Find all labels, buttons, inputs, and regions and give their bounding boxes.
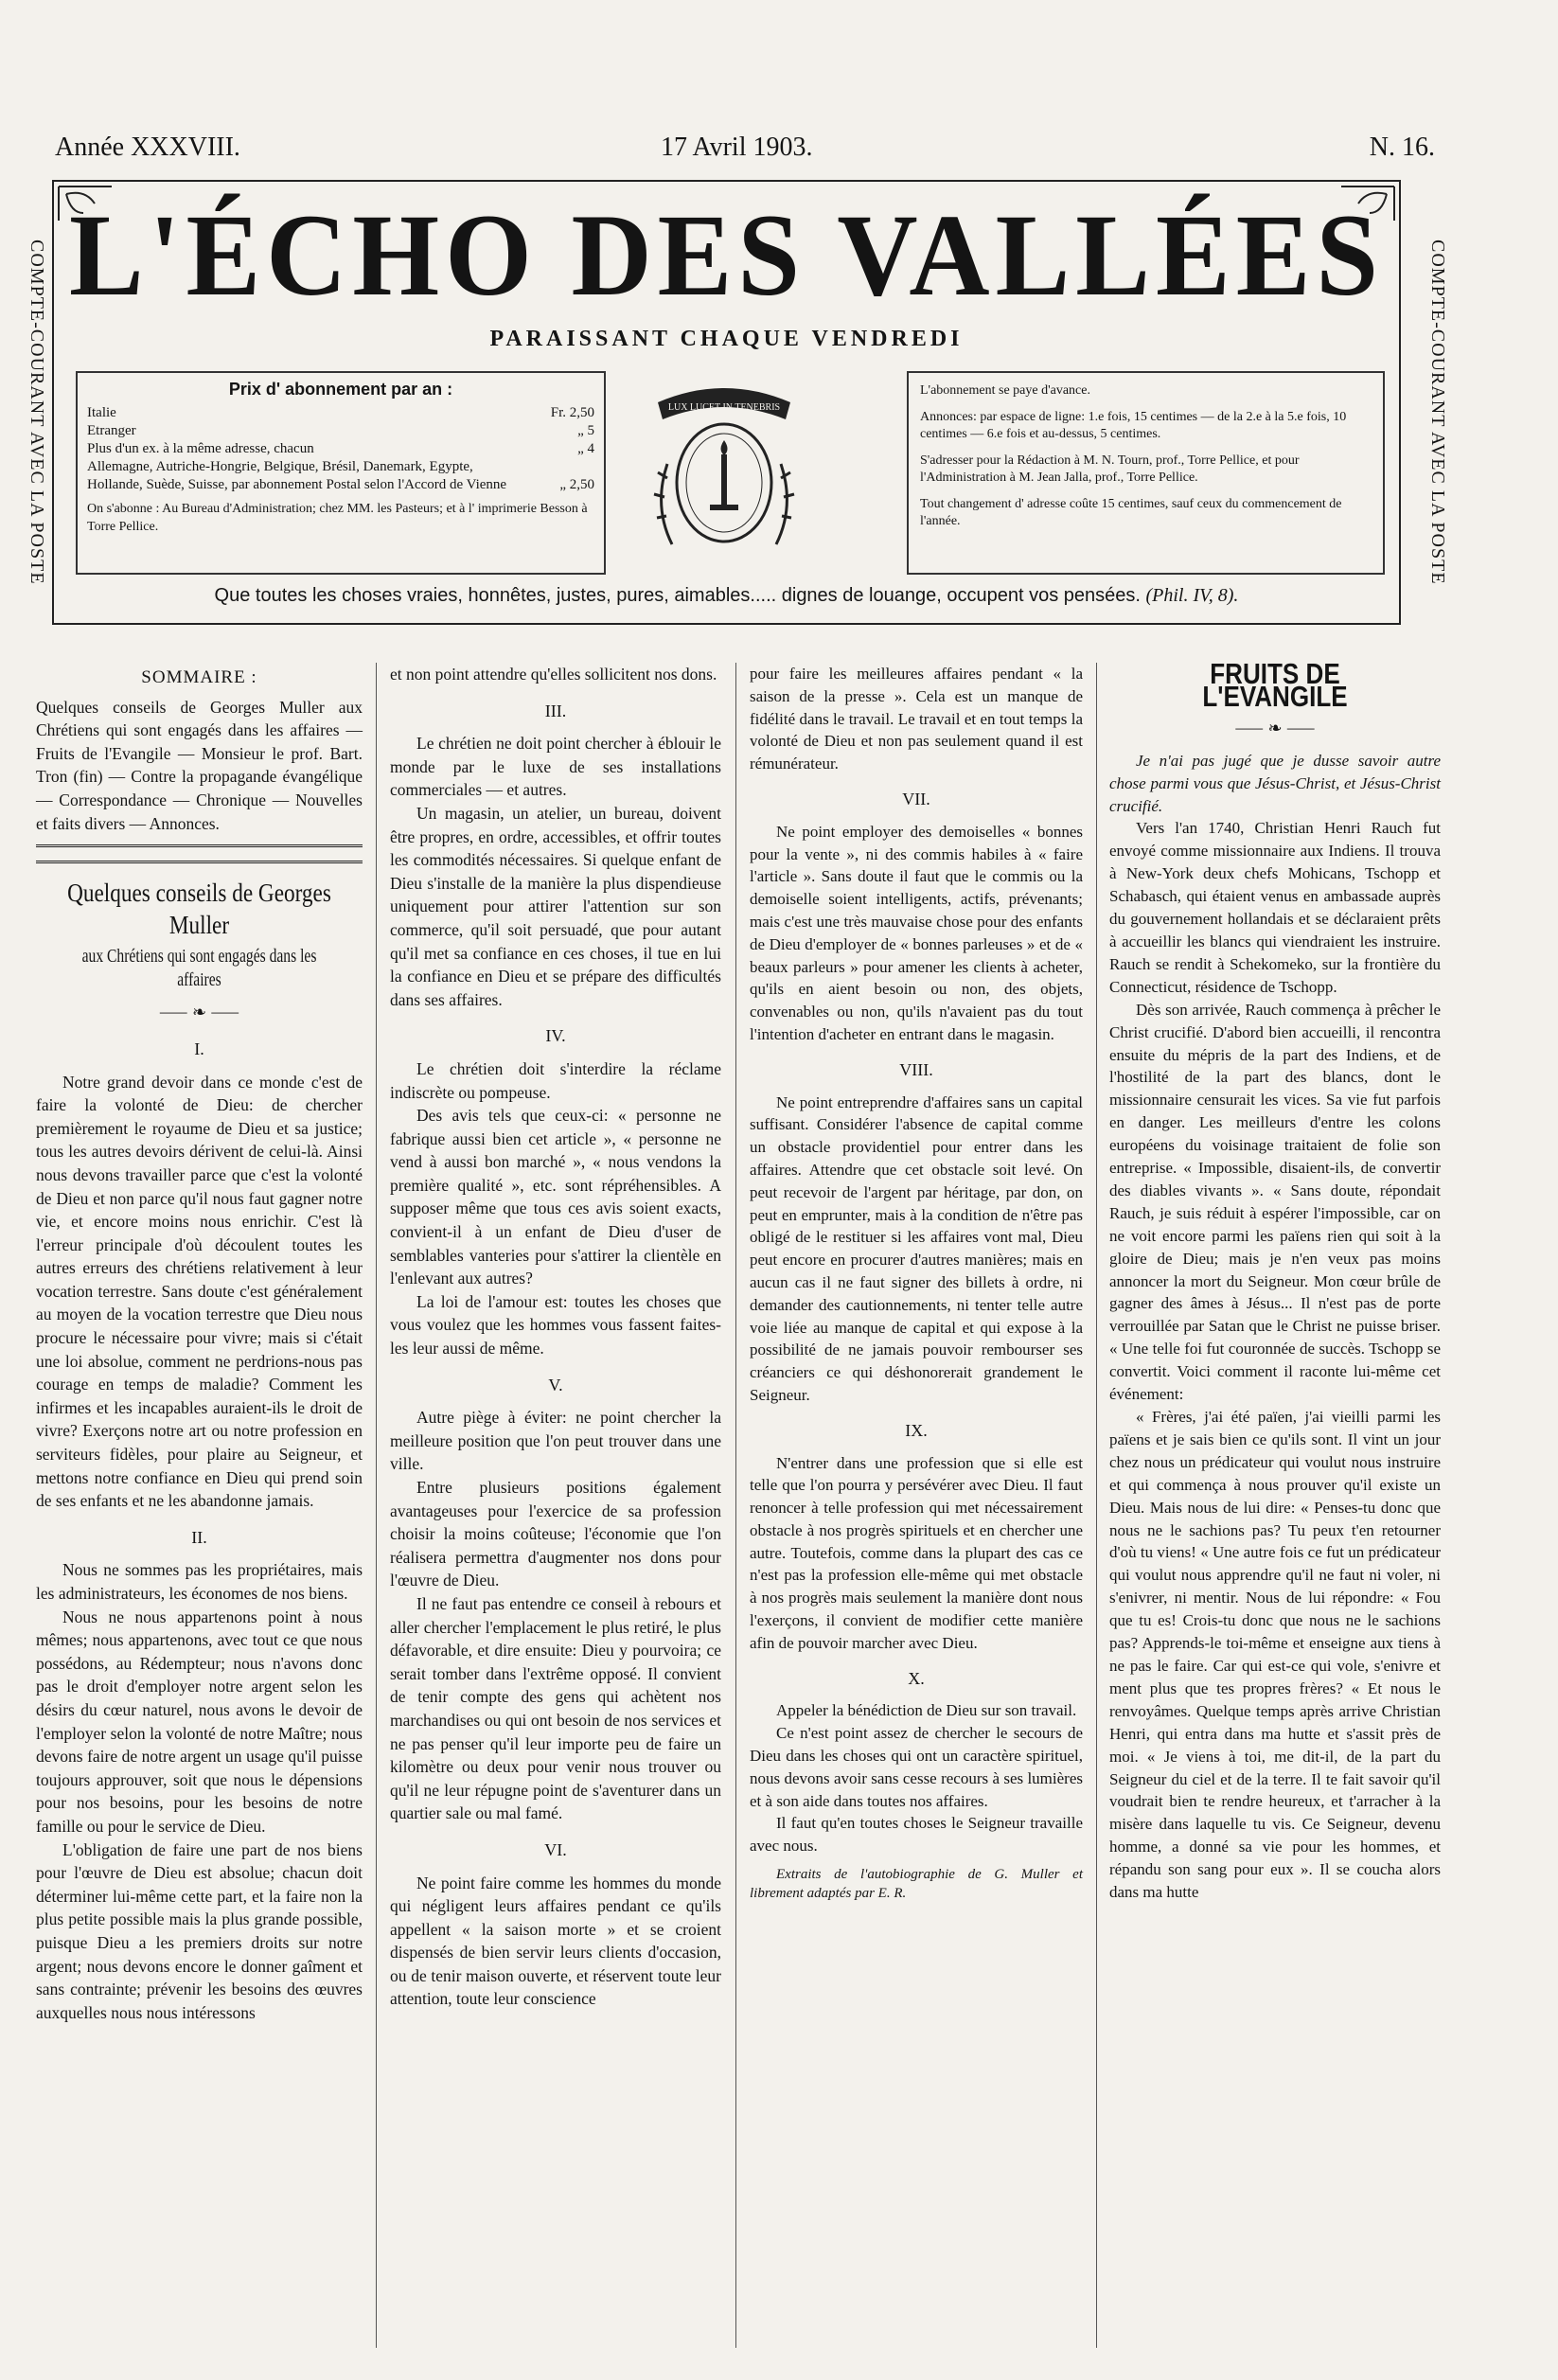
info-annonces: Annonces: par espace de ligne: 1.e fois, 15 centimes — de la 2.e à la 5.e fois, 10 centimes — 6.e fois et au-dessus, 5 centimes. [920, 410, 1347, 441]
paragraph: Notre grand devoir dans ce monde c'est de faire la volonté de Dieu: de chercher premièrement le royaume de Dieu et sa justice; tous les autres devoirs dérivent de celui-là. Ainsi nous devons travailler parce que c'est la volonté de Dieu et non parce qu'il nous faut gagner notre vie, et encore moins nous enrichir. C'est là l'erreur principale d'où découlent toutes les autres erreurs des chrétiens relativement à leur vocation terrestre. Sans doute c'est généralement au moyen de la vocation terrestre que Dieu nous procure le nécessaire pour vivre; mais si c'était une loi absolue, comment ne perdrions-nous pas courage en temps de maladie? Comment les infirmes et les incapables auraient-ils le droit de vivre? Exerçons notre art ou notre profession en serviteurs fidèles, pour plaire au Seigneur, et mettons notre confiance en Dieu qui prend soin de ses enfants et ne les abandonne jamais. [36, 1072, 363, 1511]
paragraph: Nous ne sommes pas les propriétaires, mais les administrateurs, les économes de nos biens. [36, 1560, 363, 1603]
candlestick-emblem-icon [644, 374, 805, 573]
paragraph: Le chrétien doit s'interdire la réclame indiscrète ou pompeuse. [390, 1058, 721, 1102]
paragraph: Dès son arrivée, Rauch commença à prêcher le Christ crucifié. D'abord bien accueilli, il rencontra ensuite du mépris de la part des Indiens, et de l'hostilité de la part des blancs, dont le missionnaire censurait les vices. Sa vie fut parfois en danger. Les meilleurs d'entre les colons européens du voisinage traitaient de folie son entreprise. « Impossible, disaient-ils, de convertir des diables vivants ». « Sans doute, répondait Rauch, je suis réduit à espérer l'impossible, car on ne voit encore parmi les païens rien qui soit à la gloire de Dieu; mais je n'en veux pas moins annoncer la mort du Seigneur. Mon cœur brûle de gagner des âmes à Jésus... Il n'est pas de porte verrouillée par Satan que le Christ ne puisse briser. « Une telle foi fut couronnée de succès. Tschopp se convertit. Voici comment il raconte lui-même cet événement: [1109, 1000, 1441, 1404]
motto-text: Que toutes les choses vraies, honnêtes, justes, pures, aimables..... dignes de louange, occupent vos pensées. [214, 585, 1141, 606]
newspaper-title: L'ÉCHO DES VALLÉES [68, 189, 1385, 321]
section-number: V. [548, 1375, 563, 1394]
section-number: VI. [544, 1839, 567, 1859]
section-number: II. [191, 1527, 207, 1547]
subscription-prices [76, 371, 606, 575]
subscribe-note: On s'abonne : Au Bureau d'Administration; chez MM. les Pasteurs; et à l' imprimerie Besson à Torre Pellice. [87, 502, 588, 534]
paragraph: Il ne faut pas entendre ce conseil à rebours et aller chercher l'emplacement le plus retiré, le plus défavorable, et dire ensuite: Dieu y pourvoira; ce serait tomber dans l'extrême opposé. Il convient de tenir compte des gens qui achètent nos marchandises ou qui ont besoin de nos services et ne pas penser qu'il leur importe peu de faire un kilomètre ou deux pour venir nous trouver ou qu'il ne leur répugne point de s'aventurer dans un quartier sale ou mal famé. [390, 1593, 721, 1823]
swash-ornament-icon: ⸺ ❧ ⸺ [159, 1003, 239, 1022]
section-number: X. [908, 1668, 925, 1688]
side-text-left: COMPTE-COURANT AVEC LA POSTE [27, 239, 47, 585]
motto [52, 585, 1401, 607]
price-row: Etranger „ 5 [87, 423, 594, 438]
section-number: IV. [545, 1026, 566, 1046]
epigraph: Je n'ai pas jugé que je dusse savoir autre chose parmi vous que Jésus-Christ, et Jésus-Christ crucifié. [1109, 751, 1441, 815]
info-address: S'adresser pour la Rédaction à M. N. Tourn, prof., Torre Pellice, et pour l'Administration à M. Jean Jalla, prof., Torre Pellice. [920, 453, 1300, 485]
article-source: Extraits de l'autobiographie de G. Muller et librement adaptés par E. R. [750, 1867, 1083, 1902]
paragraph: Autre piège à éviter: ne point chercher la meilleure position que l'on peut trouver dans une ville. [390, 1408, 721, 1474]
sommaire-title: SOMMAIRE : [141, 667, 257, 687]
paragraph: Ne point entreprendre d'affaires sans un capital suffisant. Considérer l'absence de capital comme un obstacle providentiel pour entrer dans les affaires. Attendre que cet obstacle soit levé. On peut recevoir de l'argent par héritage, par don, on peut en emprunter, mais à la condition de n'être pas obligé de le restituer si les affaires vont mal, Dieu peut encore en procurer d'autres manières; mais en aucun cas il ne faut signer des billets à ordre, ni demander des cautionnements, ni tenter telle autre voie liée au manque de capital et qui expose à la possibilité de ne jamais pouvoir rembourser ses créanciers ce qui déshonorerait grandement le Seigneur. [750, 1092, 1083, 1404]
paragraph: Nous ne nous appartenons point à nous mêmes; nous appartenons, avec tout ce que nous possédons, au Rédempteur; nous n'avons donc pas le droit d'employer notre argent selon les désirs du cœur naturel, nous avons le devoir de l'employer selon la volonté de notre Maître; nous devons faire de notre argent un usage qu'il puisse toujours approuver, soit que nous le dépensions pour nos besoins, pour les besoins de notre famille ou pour le service de Dieu. [36, 1607, 363, 1836]
paragraph: Le chrétien ne doit point chercher à éblouir le monde par le luxe de ses installations commerciales — et autres. [390, 734, 721, 800]
info-advance: L'abonnement se paye d'avance. [920, 383, 1090, 398]
swash-ornament-icon: ⸺ ❧ ⸺ [1234, 718, 1316, 737]
paragraph: Il faut qu'en toutes choses le Seigneur travaille avec nous. [750, 1814, 1083, 1856]
paragraph: Des avis tels que ceux-ci: « personne ne fabrique aussi bien cet article », « personne ne vend à aussi bon marché », « nous vendons la première qualité », etc. sont répréhensibles. A supposer même que tous ces avis soient exacts, convient-il à un enfant de Dieu d'user de semblables vanteries pour s'attirer la clientèle en l'enlevant aux autres? [390, 1106, 721, 1288]
section-number: IX. [905, 1420, 928, 1440]
section-number: III. [544, 701, 567, 720]
section-number: VII. [902, 789, 930, 808]
column-1 [36, 663, 363, 2024]
side-text-right: COMPTE-COURANT AVEC LA POSTE [1427, 239, 1448, 585]
emblem-motto: LUX LUCET IN TENEBRIS [667, 402, 781, 413]
column-2 [390, 663, 721, 2011]
issue-year: Année XXXVIII. [55, 133, 240, 162]
motto-ref: (Phil. IV, 8). [1145, 585, 1239, 606]
section-number: I. [194, 1039, 204, 1058]
paragraph: N'entrer dans une profession que si elle est telle que l'on pourra y persévérer avec Dieu. Il faut renoncer à telle profession qui met nécessairement obstacle à nos progrès spirituels et en chercher une autre. Toutefois, comme dans la plupart des cas ce n'est pas la profession elle-même qui met obstacle à nos progrès mais seulement la manière dont nous l'exerçons, il convient de modifier cette manière afin de pouvoir marcher avec Dieu. [750, 1453, 1083, 1652]
article-title: Quelques conseils de Georges Muller [67, 879, 331, 940]
price-row: Italie Fr. 2,50 [87, 405, 594, 420]
issue-number: N. 16. [1369, 133, 1435, 162]
paragraph: pour faire les meilleures affaires pendant « la saison de la presse ». Cela est un manque de fidélité dans le travail. Le travail et en tout temps la volonté de Dieu et non pas seulement quand il est rémunérateur. [750, 665, 1083, 773]
paragraph: et non point attendre qu'elles sollicitent nos dons. [390, 665, 717, 684]
paragraph: L'obligation de faire une part de nos biens pour l'œuvre de Dieu est absolue; chacun doit déterminer lui-même cette part, et la faire non la plus petite possible mais la plus grande possible, puisque Dieu a les premiers droits sur notre argent; nous devons encore le donner gaîment et sans contrainte; prévenir les besoins des œuvres auxquelles nous nous intéressons [36, 1839, 363, 2022]
publication-info [907, 371, 1385, 575]
price-row: Allemagne, Autriche-Hongrie, Belgique, Brésil, Danemark, Egypte, Hollande, Suède, Suisse, par abonnement Postal selon l'Accord de Vienne „ 2,50 [87, 459, 594, 492]
issue-date: 17 Avril 1903. [661, 133, 813, 162]
paragraph: Ce n'est point assez de chercher le secours de Dieu dans les choses qui ont un caractère spirituel, nous devons avoir sans cesse recours à ses lumières et à son aide dans toutes nos affaires. [750, 1724, 1083, 1810]
column-rule [735, 663, 736, 2348]
paragraph: « Frères, j'ai été païen, j'ai vieilli parmi les païens et je sais bien ce qu'ils sont. Il vint un jour chez nous un prédicateur qui voulut nous instruire et qui commença à nous prouver qu'il existe un Dieu. Mais nous de lui dire: « Penses-tu donc que nous ne le sachions pas? Tu peux t'en retourner d'où tu viens! « Une autre fois ce fut un prédicateur qui voulut nous apprendre qu'il ne faut ni voler, ni s'enivrer, ni mentir. Nous de lui répondre: « Fou que tu es! Crois-tu donc que nous ne le sachions pas? Apprends-le toi-même et enseigne aux tiens à ne pas le faire. Car qui est-ce qui vole, s'enivre et ment plus que tes propres frères? « Et nous le renvoyâmes. Quelque temps après arrive Christian Henri, qui entra dans ma hutte et s'assit près de moi. « Je viens à toi, me dit-il, de la part du Seigneur du ciel et de la terre. Il te fait savoir qu'il voudrait bien te rendre heureux, et t'arracher à la misère dans laquelle tu vis. Ce Seigneur, devenu homme, a donné sa vie pour les hommes, et répandu son sang pour eux ». Il se coucha alors dans ma hutte [1109, 1408, 1441, 1902]
paragraph: Entre plusieurs positions également avantageuses pour l'exercice de sa profession choisir la moins coûteuse; l'économie que l'on réalisera permettra d'augmenter nos dons pour l'œuvre de Dieu. [390, 1478, 721, 1590]
paragraph: La loi de l'amour est: toutes les choses que vous voulez que les hommes vous fassent faites-les leur aussi de même. [390, 1291, 721, 1359]
column-4 [1109, 657, 1441, 1904]
article-title: FRUITS DE L'EVANGILE [1202, 657, 1348, 713]
issue-line [55, 133, 1435, 170]
subscription-title: Prix d' abonnement par an : [228, 380, 453, 399]
emblem [644, 374, 805, 573]
paragraph: Appeler la bénédiction de Dieu sur son travail. [776, 1701, 1077, 1720]
article-subtitle: aux Chrétiens qui sont engagés dans les affaires [81, 946, 317, 990]
ornamental-divider [36, 844, 363, 863]
sommaire-text: Quelques conseils de Georges Muller aux Chrétiens qui sont engagés dans les affaires — Fruits de l'Evangile — Monsieur le prof. Bart. Tron (fin) — Contre la propagande évangélique — Correspondance — Chronique — Nouvelles et faits divers — Annonces. [36, 697, 363, 833]
price-row: Plus d'un ex. à la même adresse, chacun „ 4 [87, 441, 594, 456]
column-rule [1096, 663, 1097, 2348]
column-rule [376, 663, 377, 2348]
column-3 [750, 663, 1083, 1903]
paragraph: Ne point employer des demoiselles « bonnes pour la vente », ni des commis habiles à « faire l'article ». Sans doute il faut que le commis ou la demoiselle soient intelligents, actifs, prévenants; mais c'est une très mauvaise chose pour des enfants de Dieu d'employer de « bonnes parleuses » et de « beaux parleurs » pour amener les clients à acheter, qu'ils en aient besoin ou non, des objets, convenables ou non, qu'ils n'avaient pas du tout l'intention d'acheter en entrant dans le magasin. [750, 822, 1083, 1043]
paragraph: Ne point faire comme les hommes du monde qui négligent leurs affaires pendant ce qu'ils appellent « la saison morte » et se croient dispensés de bien servir leurs clients d'occasion, ou de tenir maison ouverte, et réservent toute leur attention, toute leur conscience [390, 1873, 721, 2009]
newspaper-subtitle: PARAISSANT CHAQUE VENDREDI [489, 327, 964, 351]
info-change: Tout changement d' adresse coûte 15 centimes, sauf ceux du commencement de l'année. [920, 497, 1342, 528]
section-number: VIII. [899, 1059, 933, 1079]
paragraph: Un magasin, un atelier, un bureau, doivent être propres, en ordre, accessibles, et offrir toutes les commodités nécessaires. Si quelque enfant de Dieu s'installe de la manière la plus dispendieuse uniquement pour attirer l'attention sur son commerce, qu'il soit persuadé, que pour autant qu'il met sa confiance en ces choses, il tue en lui la confiance en Dieu et se prépare des difficultés dans ses affaires. [390, 803, 721, 1009]
paragraph: Vers l'an 1740, Christian Henri Rauch fut envoyé comme missionnaire aux Indiens. Il trouva à New-York deux chefs Mohicans, Tschopp et Schabasch, qui étaient venus en ambassade auprès du gouvernement hollandais et se déclaraient prêts à accueillir les blancs qui viendraient les instruire. Rauch se rendit à Schekomeko, sur la frontière du Connecticut, résidence de Tschopp. [1109, 819, 1441, 996]
